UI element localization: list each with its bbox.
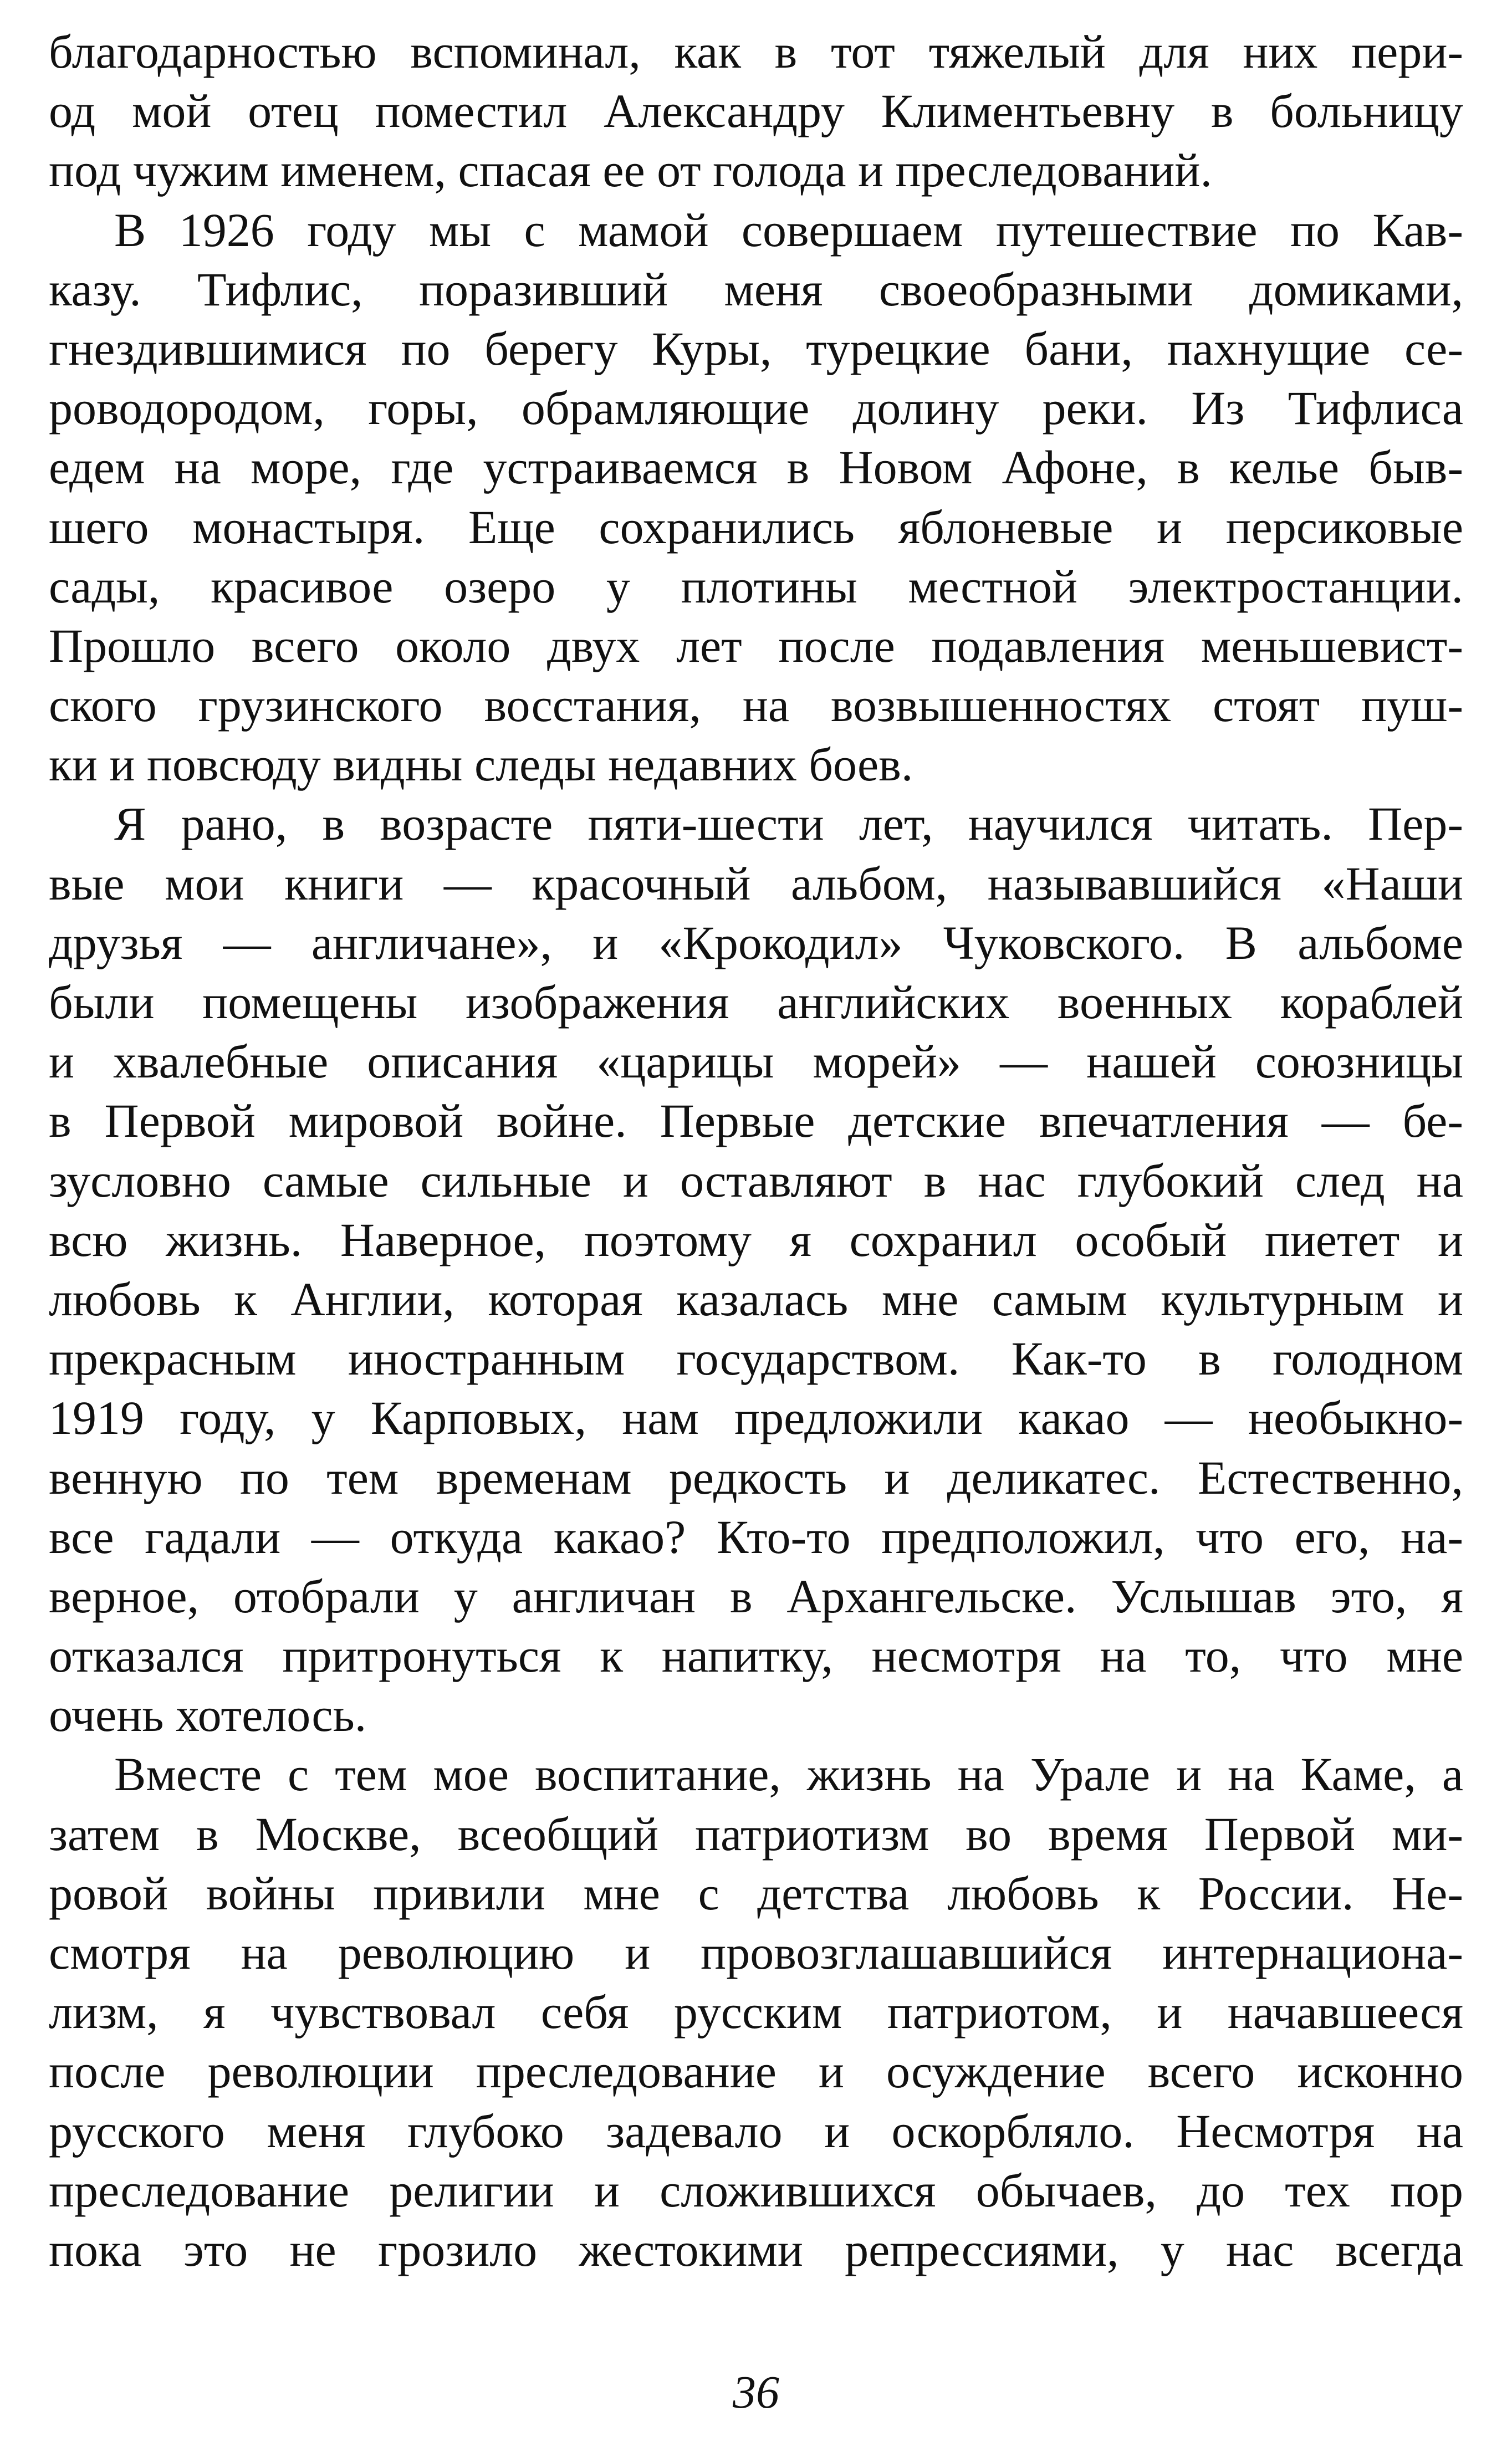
text-line: од мой отец поместил Александру Климентьевну в больницу (49, 84, 1463, 138)
text-line: казу. Тифлис, поразивший меня своеобразными домиками, (49, 262, 1463, 316)
text-line: благодарностью вспоминал, как в тот тяжелый для них пери- (49, 25, 1463, 78)
book-page (49, 22, 1463, 2422)
text-line: В 1926 году мы с мамой совершаем путешествие по Кав- (114, 203, 1463, 257)
body-text (49, 22, 1463, 2280)
text-line: шего монастыря. Еще сохранились яблоневые и персиковые (49, 500, 1463, 554)
text-line: затем в Москве, всеобщий патриотизм во время Первой ми- (49, 1807, 1463, 1861)
text-line: Прошло всего около двух лет после подавления меньшевист- (49, 619, 1463, 672)
text-line: роводородом, горы, обрамляющие долину реки. Из Тифлиса (49, 381, 1463, 435)
text-line: сады, красивое озеро у плотины местной электростанции. (49, 559, 1463, 613)
text-line: любовь к Англии, которая казалась мне самым культурным и (49, 1272, 1463, 1326)
text-line: 1919 году, у Карповых, нам предложили какао — необыкно- (49, 1391, 1463, 1445)
text-line: Я рано, в возрасте пяти-шести лет, научился читать. Пер- (114, 797, 1463, 851)
text-line: ского грузинского восстания, на возвышенностях стоят пуш- (49, 678, 1463, 732)
paragraph (49, 201, 1463, 795)
text-line: венную по тем временам редкость и деликатес. Естественно, (49, 1450, 1463, 1504)
text-line: под чужим именем, спасая ее от голода и преследований. (49, 144, 1212, 197)
text-line: и хвалебные описания «царицы морей» — нашей союзницы (49, 1035, 1463, 1089)
text-line: зусловно самые сильные и оставляют в нас глубокий след на (49, 1153, 1463, 1207)
text-line: все гадали — откуда какао? Кто-то предположил, что его, на- (49, 1510, 1463, 1564)
text-line: гнездившимися по берегу Куры, турецкие бани, пахнущие се- (49, 321, 1463, 375)
text-line: прекрасным иностранным государством. Как-то в голодном (49, 1332, 1463, 1386)
paragraph (49, 22, 1463, 201)
page-number: 36 (733, 2367, 779, 2418)
text-line: преследование религии и сложившихся обычаев, до тех пор (49, 2163, 1463, 2217)
text-line: лизм, я чувствовал себя русским патриотом, и начавшееся (49, 1985, 1463, 2039)
paragraph (49, 1745, 1463, 2280)
text-line: ки и повсюду видны следы недавних боев. (49, 738, 913, 791)
text-line: смотря на революцию и провозглашавшийся интернациона- (49, 1926, 1463, 1979)
text-line: после революции преследование и осуждение всего исконно (49, 2045, 1463, 2098)
text-line: всю жизнь. Наверное, поэтому я сохранил особый пиетет и (49, 1213, 1463, 1266)
text-line: вые мои книги — красочный альбом, называвшийся «Наши (49, 856, 1463, 910)
paragraph (49, 794, 1463, 1745)
text-line: друзья — англичане», и «Крокодил» Чуковского. В альбоме (49, 916, 1463, 969)
text-line: ровой войны привили мне с детства любовь к России. Не- (49, 1866, 1463, 1920)
text-line: отказался притронуться к напитку, несмотря на то, что мне (49, 1629, 1463, 1683)
text-line: Вместе с тем мое воспитание, жизнь на Урале и на Каме, а (114, 1748, 1463, 1801)
text-line: верное, отобрали у англичан в Архангельске. Услышав это, я (49, 1569, 1463, 1623)
text-line: очень хотелось. (49, 1688, 367, 1742)
text-line: русского меня глубоко задевало и оскорбляло. Несмотря на (49, 2104, 1463, 2158)
text-line: были помещены изображения английских военных кораблей (49, 975, 1463, 1029)
text-line: в Первой мировой войне. Первые детские впечатления — бе- (49, 1094, 1463, 1148)
text-line: едем на море, где устраиваемся в Новом Афоне, в келье быв- (49, 441, 1463, 494)
text-line: пока это не грозило жестокими репрессиями, у нас всегда (49, 2223, 1463, 2276)
